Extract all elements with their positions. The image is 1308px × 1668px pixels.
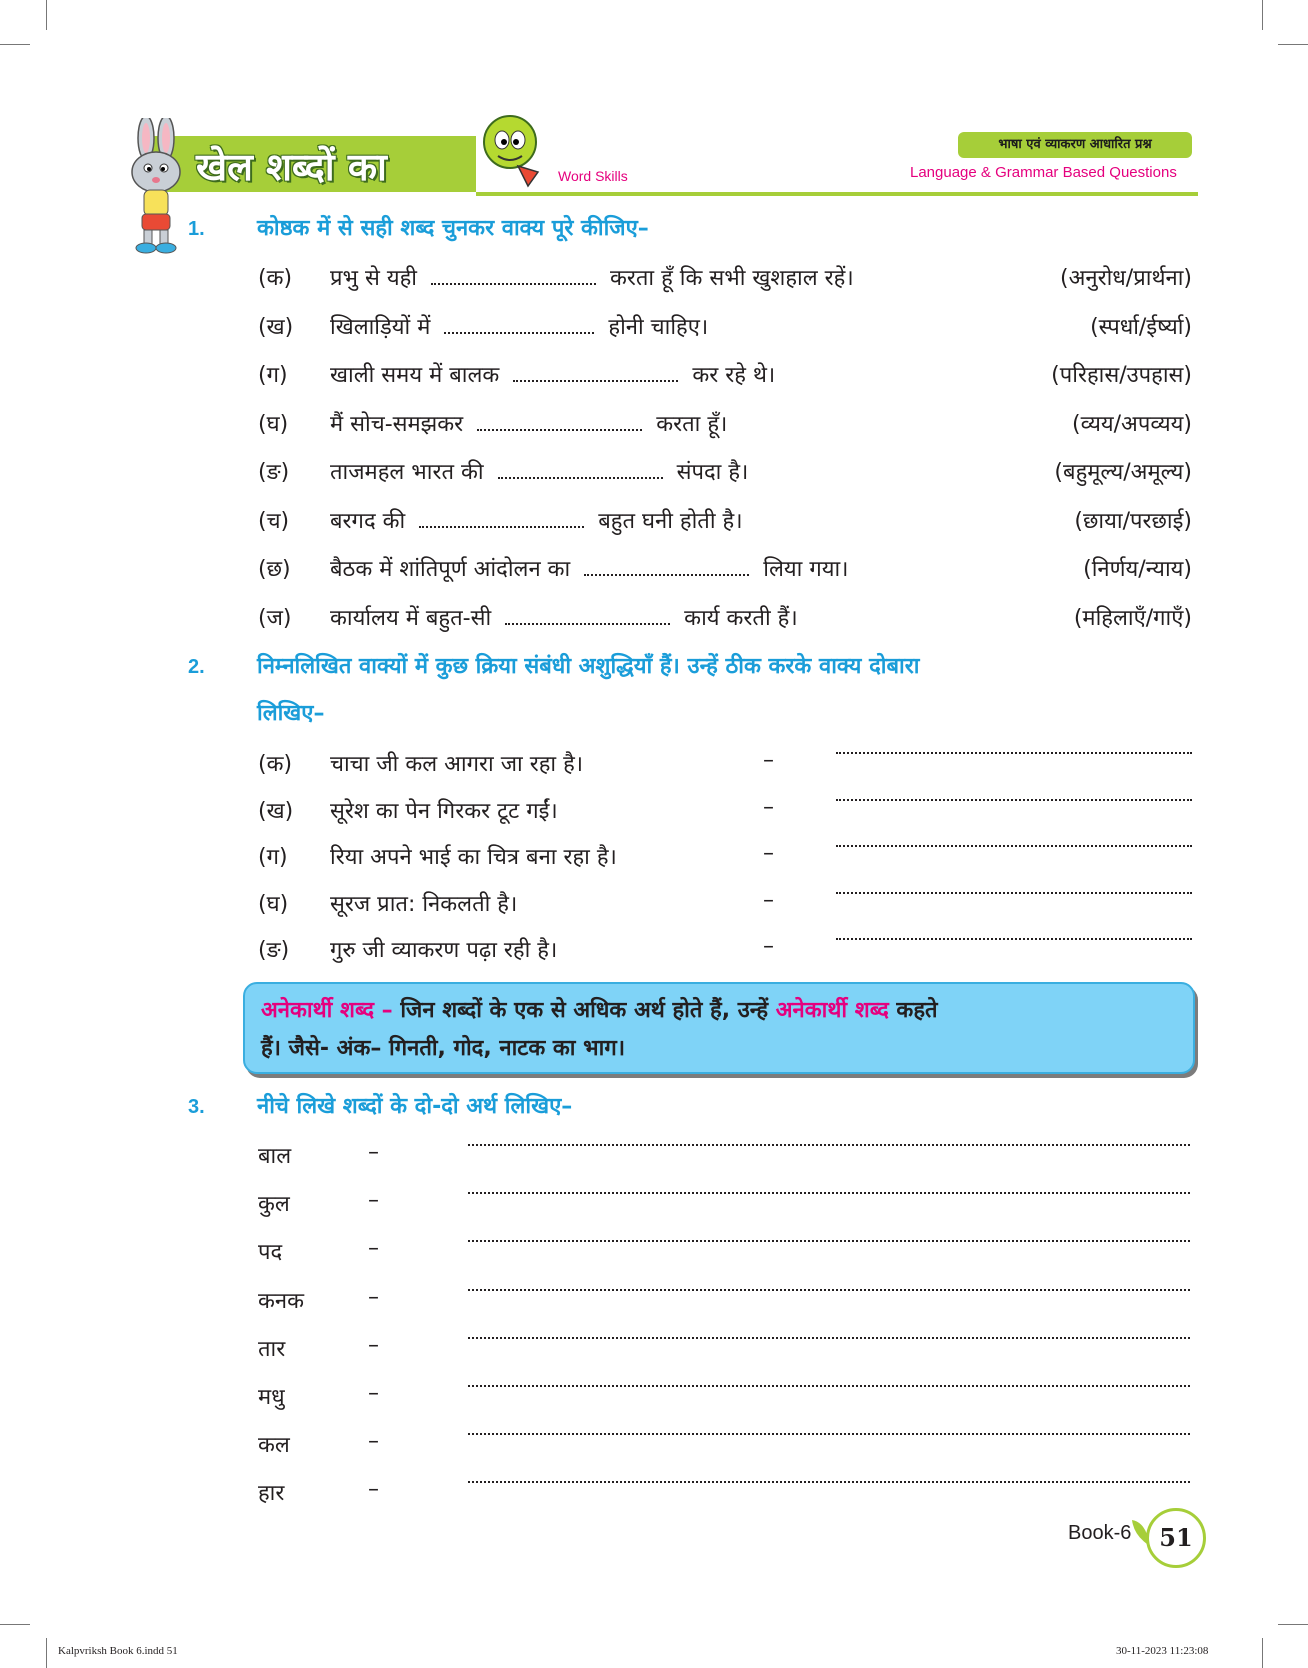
crop-mark (1278, 1624, 1308, 1625)
item-label: (घ) (258, 891, 289, 917)
banner-title: खेल शब्दों का (196, 145, 387, 189)
dash-separator: – (368, 1429, 379, 1455)
dash-separator: – (368, 1381, 379, 1406)
answer-line[interactable] (468, 1385, 1190, 1387)
crop-mark (46, 1638, 47, 1668)
sentence-end: संपदा है। (676, 460, 749, 485)
question-prompt: नीचे लिखे शब्दों के दो-दो अर्थ लिखिए– (257, 1094, 573, 1119)
question-prompt: निम्नलिखित वाक्यों में कुछ क्रिया संबंधी अशुद्धियाँ हैं। उन्हें ठीक करके वाक्य दोबारा (257, 654, 920, 679)
page-number: 51 (1146, 1508, 1206, 1568)
answer-line[interactable] (836, 938, 1192, 940)
dash-separator: – (763, 748, 774, 773)
correction-row (258, 934, 557, 964)
word-to-define: कनक (258, 1288, 305, 1314)
word-to-define: मधु (258, 1385, 285, 1410)
dash-separator: – (763, 887, 774, 913)
word-options: (अनुरोध/प्रार्थना) (1059, 266, 1192, 291)
blank-line[interactable] (444, 318, 594, 334)
crop-mark (0, 44, 30, 45)
definition-example: हैं। जैसे- अंक– गिनती, गोद, नाटक का भाग। (261, 1036, 626, 1061)
item-label: (ङ) (258, 938, 290, 963)
blank-line[interactable] (513, 366, 678, 382)
item-label: (छ) (258, 557, 291, 582)
slug-timestamp: 30-11-2023 11:23:08 (1116, 1645, 1209, 1657)
word-to-define: कल (258, 1433, 290, 1459)
correction-row (258, 888, 517, 918)
dash-separator: – (763, 794, 774, 820)
word-options: (व्यय/अपव्यय) (1072, 411, 1192, 437)
answer-line[interactable] (836, 845, 1192, 847)
item-label: (ग) (258, 845, 288, 870)
sentence-end: कर रहे थे। (692, 363, 776, 388)
item-label: (घ) (258, 411, 289, 437)
definition-term-inline: अनेकार्थी शब्द (775, 998, 889, 1023)
fill-blank-row (258, 262, 854, 292)
dash-separator: – (368, 1140, 379, 1165)
crop-mark (46, 0, 47, 30)
sentence-start: मैं सोच-समझकर (330, 411, 464, 437)
question-prompt: कोष्ठक में से सही शब्द चुनकर वाक्य पूरे कीजिए– (257, 216, 649, 241)
correction-row (258, 748, 583, 778)
sentence-start: ताजमहल भारत की (330, 460, 484, 485)
item-label: (ज) (258, 605, 292, 631)
crop-mark (0, 1624, 30, 1625)
incorrect-sentence: रिया अपने भाई का चित्र बना रहा है। (330, 845, 617, 870)
fill-blank-row (258, 456, 748, 486)
fill-blank-row (258, 505, 743, 535)
sentence-start: कार्यालय में बहुत-सी (330, 605, 492, 631)
blank-line[interactable] (584, 560, 749, 576)
word-skills-label: Word Skills (558, 168, 628, 184)
blank-line[interactable] (505, 609, 670, 625)
item-label: (ङ) (258, 460, 290, 485)
sentence-start: बैठक में शांतिपूर्ण आंदोलन का (330, 557, 571, 582)
blank-line[interactable] (431, 269, 596, 285)
answer-line[interactable] (468, 1337, 1190, 1339)
answer-line[interactable] (836, 799, 1192, 801)
item-label: (च) (258, 508, 290, 534)
answer-line[interactable] (468, 1144, 1190, 1146)
word-to-define: कुल (258, 1192, 290, 1218)
item-label: (ख) (258, 314, 294, 340)
slug-file: Kalpvriksh Book 6.indd 51 (58, 1645, 178, 1657)
dash-separator: – (368, 1332, 379, 1358)
sentence-end: कार्य करती हैं। (684, 605, 798, 631)
sentence-start: बरगद की (330, 508, 406, 534)
dash-separator: – (763, 841, 774, 866)
word-to-define: तार (258, 1336, 286, 1362)
answer-line[interactable] (468, 1433, 1190, 1435)
blank-line[interactable] (477, 415, 642, 431)
definition-box (243, 982, 1195, 1074)
word-options: (छाया/परछाई) (1074, 508, 1192, 534)
definition-body-end: कहते (896, 998, 938, 1023)
item-label: (ख) (258, 798, 294, 824)
item-label: (क) (258, 752, 293, 777)
section-subtitle: Language & Grammar Based Questions (910, 164, 1177, 181)
word-options: (निर्णय/न्याय) (1083, 557, 1192, 582)
dash-separator: – (368, 1477, 379, 1503)
answer-line[interactable] (836, 892, 1192, 894)
fill-blank-row (258, 311, 708, 341)
question-number: 3. (188, 1096, 205, 1118)
question-prompt-continued: लिखिए– (257, 701, 325, 726)
incorrect-sentence: चाचा जी कल आगरा जा रहा है। (330, 752, 584, 777)
question-number: 1. (188, 218, 205, 240)
header-rule (476, 192, 1198, 196)
correction-row (258, 841, 617, 871)
incorrect-sentence: सूरज प्रात: निकलती है। (330, 891, 518, 917)
answer-line[interactable] (836, 752, 1192, 754)
answer-line[interactable] (468, 1192, 1190, 1194)
sentence-start: प्रभु से यही (330, 266, 417, 291)
fill-blank-row (258, 602, 798, 632)
word-options: (महिलाएँ/गाएँ) (1073, 605, 1192, 631)
word-options: (परिहास/उपहास) (1051, 363, 1192, 388)
crop-mark (1262, 0, 1263, 30)
definition-body: जिन शब्दों के एक से अधिक अर्थ होते हैं, उन्हें (400, 998, 769, 1023)
answer-line[interactable] (468, 1481, 1190, 1483)
word-to-define: पद (258, 1240, 283, 1266)
incorrect-sentence: गुरु जी व्याकरण पढ़ा रही है। (330, 938, 558, 963)
blank-line[interactable] (498, 463, 663, 479)
question-number: 2. (188, 656, 205, 678)
sentence-end: होनी चाहिए। (608, 314, 709, 340)
definition-text (261, 992, 1177, 1068)
sentence-end: करता हूँ कि सभी खुशहाल रहें। (609, 266, 854, 291)
pencil-mascot-icon (478, 112, 548, 190)
correction-row (258, 795, 558, 825)
item-label: (ग) (258, 363, 288, 388)
word-to-define: बाल (258, 1144, 292, 1169)
definition-term: अनेकार्थी शब्द – (261, 998, 393, 1023)
word-to-define: हार (258, 1481, 285, 1507)
blank-line[interactable] (419, 512, 584, 528)
dash-separator: – (368, 1284, 379, 1310)
dash-separator: – (763, 934, 774, 959)
word-options: (बहुमूल्य/अमूल्य) (1054, 460, 1192, 485)
crop-mark (1262, 1638, 1263, 1668)
answer-line[interactable] (468, 1240, 1190, 1242)
dash-separator: – (368, 1188, 379, 1214)
sentence-start: खाली समय में बालक (330, 363, 500, 388)
book-label: Book-6 (1068, 1522, 1132, 1544)
sentence-end: करता हूँ। (656, 411, 728, 437)
item-label: (क) (258, 266, 293, 291)
incorrect-sentence: सूरेश का पेन गिरकर टूट गईं। (330, 798, 558, 824)
sentence-start: खिलाड़ियों में (330, 314, 431, 340)
answer-line[interactable] (468, 1289, 1190, 1291)
dash-separator: – (368, 1236, 379, 1262)
word-options: (स्पर्धा/ईर्ष्या) (1090, 314, 1192, 340)
section-badge: भाषा एवं व्याकरण आधारित प्रश्न (958, 132, 1192, 158)
fill-blank-row (258, 553, 849, 583)
fill-blank-row (258, 359, 775, 389)
fill-blank-row (258, 408, 727, 438)
sentence-end: लिया गया। (763, 557, 849, 582)
crop-mark (1278, 44, 1308, 45)
sentence-end: बहुत घनी होती है। (598, 508, 743, 534)
